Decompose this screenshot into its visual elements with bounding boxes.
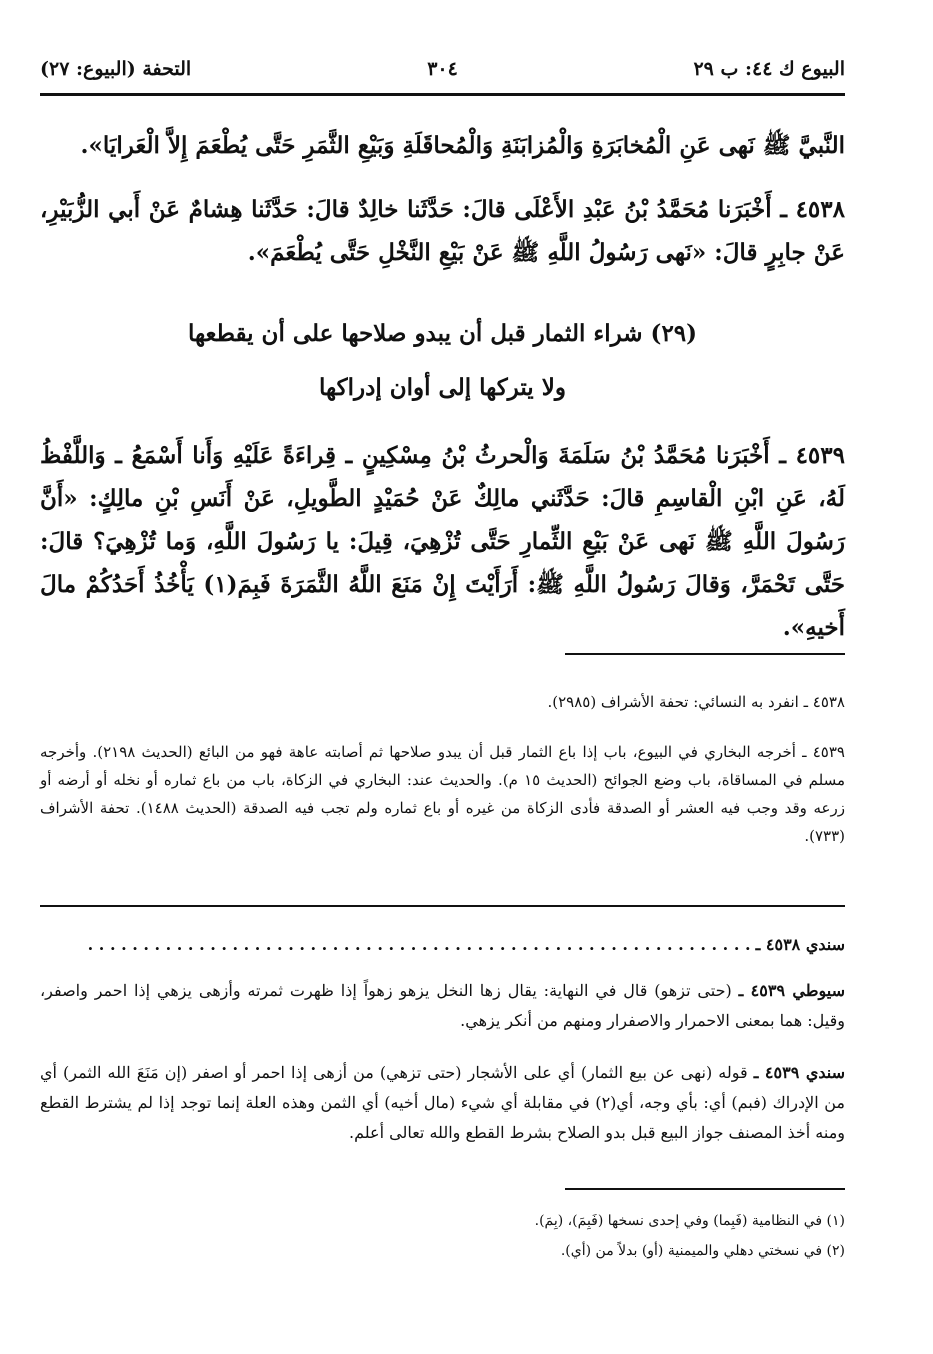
commentary-label: سندي ٤٥٣٩ ـ: [753, 1063, 845, 1082]
hadith-4539: ٤٥٣٩ ـ أَخْبَرَنا مُحَمَّدُ بْنُ سَلَمَةَ وَالْحرثُ بْنُ مِسْكِينٍ ـ قِراءَةً عَلَيْهِ وَأَنا أَسْمَعُ ـ وَاللَّفْظُ لَهُ، عَنِ ابْنِ الْقاسِمِ قالَ: حَدَّثَني مالِكٌ عَنْ حُمَيْدٍ الطَّويلِ، عَنْ أَنَسِ بْنِ مالِكٍ: «أَنَّ رَسُولَ اللَّهِ ﷺ نَهى عَنْ بَيْعِ الثِّمارِ حَتَّى تُزْهِيَ، قِيلَ: يا رَسُولَ اللَّهِ، وَما تُزْهِيَ؟ قالَ: حَتَّى تَحْمَرَّ، وَقالَ رَسُولُ اللَّهِ ﷺ: أَرَأَيْتَ إِنْ مَنَعَ اللَّهُ الثَّمَرَةَ فَبِمَ(١) يَأْخُذُ أَحَدُكُمْ مالَ أَخيهِ».: [40, 442, 845, 641]
footnote-rule: [565, 1188, 845, 1190]
hadith-continuation: النَّبيَّ ﷺ نَهى عَنِ الْمُخابَرَةِ وَالْمُزابَنَةِ وَالْمُحاقَلَةِ وَبَيْعِ الثَّمَرِ حَتَّى يُطْعَمَ إِلاَّ الْعَرايَا».: [80, 132, 845, 159]
dotted-leader: . . . . . . . . . . . . . . . . . . . . . . . . . . . . . . . . . . . . . . . . . . . . . . . . . . . . . . . . . . . .: [87, 935, 751, 954]
commentary-text: قوله (نهى عن بيع الثمار) أي على الأشجار (حتى تزهي) من أزهى إذا احمر أو اصفر (إن مَنَعَ الله الثمر) أي من الإدراك (فبم) أي: بأي وجه، أي(٢) في مقابلة أي شيء (مال أخيه) أي الثمن وهذه العلة إنما توجد إذا لم يشترط القطع ومنه أخذ المصنف جواز البيع قبل بدو الصلاح بشرط القطع والله تعالى أعلم.: [40, 1063, 845, 1142]
page-header: [40, 58, 845, 88]
commentary-text: (حتى تزهو) قال في النهاية: يقال زها النخل يزهو زهواً إذا ظهرت ثمرته وأزهى يزهي إذا احمر واصفر، وقيل: هما بمعنى الاحمرار والاصفرار ومنهم من أنكر يزهي.: [40, 981, 845, 1030]
header-chapter-ref: البيوع ك ٤٤: ب ٢٩: [693, 58, 845, 80]
takhrij-note-4539: ٤٥٣٩ ـ أخرجه البخاري في البيوع، باب إذا باع الثمار قبل أن يبدو صلاحها ثم أصابته عاهة فهو من البائع (الحديث ٢١٩٨). وأخرجه مسلم في المساقاة، باب وضع الجوائح (الحديث ١٥ م). والحديث عند: البخاري في الزكاة، باب من باع ثماره أو نخله أو أرضه أو زرعه وقد وجب فيه العشر أو الصدقة فأدى الزكاة من غيره أو باع ثماره ولم تجب فيه الصدقة (الحديث ١٤٨٨). تحفة الأشراف (٧٣٣).: [40, 743, 845, 845]
commentary-rule: [40, 905, 845, 907]
page-number: ٣٠٤: [427, 58, 458, 80]
commentary-sindi-4539: [40, 1058, 845, 1148]
footnote-1: (١) في النظامية (فَبِما) وفي إحدى نسخها (فَبِمَ)، (بِمَ).: [534, 1213, 845, 1229]
commentary-sindi-4538: [40, 930, 845, 960]
header-tuhfa-ref: التحفة (البيوع: ٢٧): [40, 58, 192, 80]
chapter-heading-line-1: (٢٩) شراء الثمار قبل أن يبدو صلاحها على أن يقطعها: [187, 320, 698, 347]
commentary-suyuti-4539: [40, 976, 845, 1036]
chapter-heading-line-2: ولا يتركها إلى أوان إدراكها: [319, 374, 566, 401]
takhrij-note-4538: ٤٥٣٨ ـ انفرد به النسائي: تحفة الأشراف (٢٩٨٥).: [547, 693, 845, 711]
notes-rule: [565, 653, 845, 655]
commentary-label: سندي ٤٥٣٨ ـ: [755, 935, 845, 954]
footnote-2: (٢) في نسختي دهلي والميمنية (أو) بدلاً من (أي).: [560, 1243, 845, 1259]
commentary-label: سيوطي ٤٥٣٩ ـ: [738, 981, 845, 1000]
hadith-4538: ٤٥٣٨ ـ أَخْبَرَنا مُحَمَّدُ بْنُ عَبْدِ الأَعْلَى قالَ: حَدَّثَنا خالِدٌ قالَ: حَدَّثَنا هِشامٌ عَنْ أَبي الزُّبَيْرِ، عَنْ جابِرٍ قالَ: «نَهى رَسُولُ اللَّهِ ﷺ عَنْ بَيْعِ النَّخْلِ حَتَّى يُطْعَمَ».: [40, 196, 845, 266]
header-rule: [40, 93, 845, 96]
